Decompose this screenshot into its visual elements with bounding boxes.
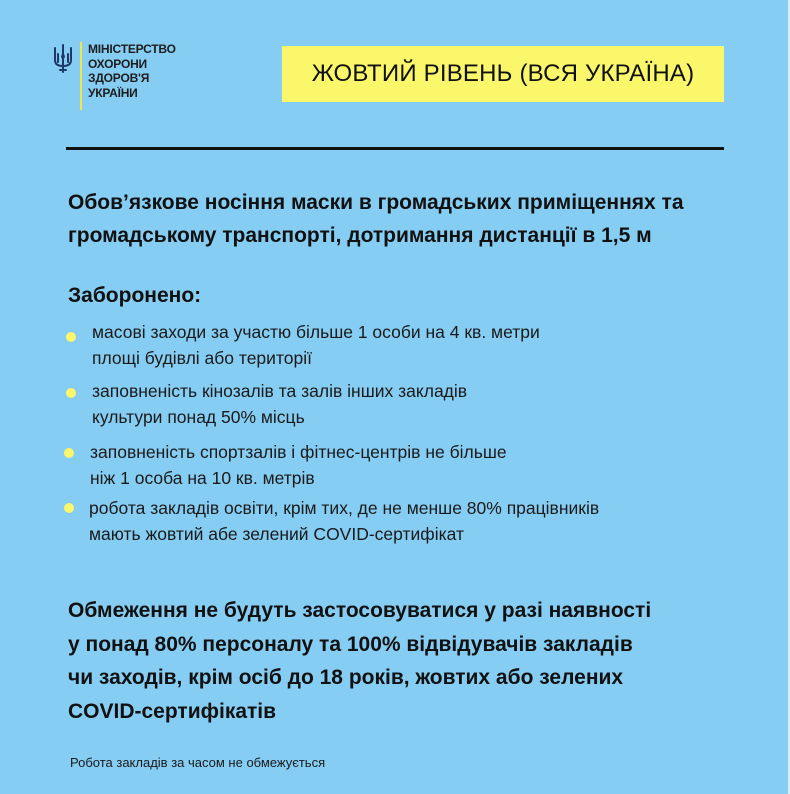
ministry-name-line: МІНІСТЕРСТВО bbox=[88, 42, 176, 56]
yellow-bullet-icon bbox=[64, 503, 74, 513]
ministry-name-line: УКРАЇНИ bbox=[88, 85, 138, 100]
yellow-bullet-icon bbox=[66, 332, 76, 342]
ministry-name bbox=[88, 42, 176, 100]
level-banner bbox=[282, 46, 724, 102]
divider-line bbox=[66, 147, 724, 150]
headline-line: громадському транспорті, дотримання дистанції в 1,5 м bbox=[68, 224, 652, 247]
list-item-line: культури понад 50% місць bbox=[92, 407, 305, 427]
list-item-line: заповненість спортзалів і фітнес-центрів не більше bbox=[90, 442, 507, 462]
list-item-line: заповненість кінозалів та залів інших закладів bbox=[92, 381, 468, 401]
notice-line: чи заходів, крім осіб до 18 років, жовтих або зелених bbox=[68, 666, 624, 689]
list-item-line: площі будівлі або території bbox=[92, 348, 312, 368]
ministry-name-line: ЗДОРОВ'Я bbox=[88, 71, 150, 86]
headline-line: Обов’язкове носіння маски в громадських приміщеннях та bbox=[68, 191, 684, 214]
mask-requirement-headline bbox=[68, 186, 768, 252]
list-item-line: масові заходи за участю більше 1 особи на 4 кв. метри bbox=[92, 322, 540, 342]
yellow-bullet-icon bbox=[64, 448, 74, 458]
ministry-name-line: ОХОРОНИ bbox=[88, 56, 147, 71]
list-item-line: ніж 1 особа на 10 кв. метрів bbox=[90, 468, 315, 488]
list-item-line: робота закладів освіти, крім тих, де не менше 80% працівників bbox=[89, 498, 600, 518]
trident-icon bbox=[52, 44, 74, 74]
level-banner-text: ЖОВТИЙ РІВЕНЬ (ВСЯ УКРАЇНА) bbox=[311, 60, 695, 87]
notice-line: Обмеження не будуть застосовуватися у разі наявності bbox=[68, 599, 652, 622]
notice-line: COVID-сертифікатів bbox=[68, 699, 277, 723]
list-item-line: мають жовтий абе зелений COVID-сертифікат bbox=[89, 524, 464, 544]
yellow-bullet-icon bbox=[66, 388, 76, 398]
opening-hours-footnote: Робота закладів за часом не обмежується bbox=[70, 755, 326, 770]
notice-line: у понад 80% персоналу та 100% відвідувачів закладів bbox=[68, 632, 633, 656]
logo-divider bbox=[80, 42, 82, 110]
exemption-notice bbox=[68, 594, 768, 728]
ministry-logo bbox=[52, 42, 176, 110]
forbidden-title: Заборонено: bbox=[68, 284, 202, 307]
